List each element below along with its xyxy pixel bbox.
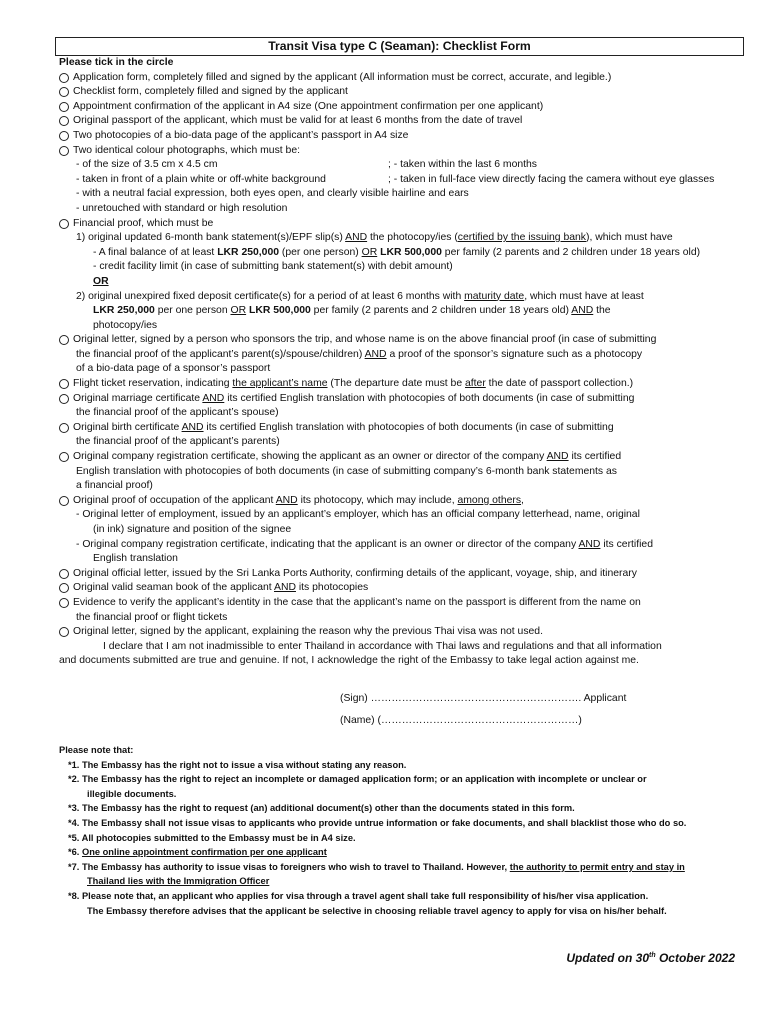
declaration: I declare that I am not inadmissible to enter Thailand in accordance with Thai laws and regulations and that all information — [103, 640, 662, 652]
financial-option-1-detail: - A final balance of at least LKR 250,000 (per one person) OR LKR 500,000 per family (2 parents and 2 children under 18 years old) — [93, 246, 701, 258]
checklist-item-photographs: Two identical colour photographs, which must be: — [59, 144, 745, 159]
checkbox-circle[interactable] — [59, 335, 69, 345]
note-item-continuation: illegible documents. — [87, 788, 177, 799]
checklist-item-company-registration: Original company registration certificate, showing the applicant as an owner or director of the company AND its certified — [59, 450, 745, 465]
checkbox-circle[interactable] — [59, 146, 69, 156]
note-item: *6. One online appointment confirmation per one applicant — [68, 847, 327, 858]
checklist-item-checklist-form: Checklist form, completely filled and signed by the applicant — [59, 85, 745, 100]
checklist-item-unused-visa-letter: Original letter, signed by the applicant, explaining the reason why the previous Thai visa was not used. — [59, 625, 745, 640]
checklist-item-seaman-book: Original valid seaman book of the applicant AND its photocopies — [59, 581, 745, 596]
checklist-item-occupation-proof: Original proof of occupation of the applicant AND its photocopy, which may include, among others, — [59, 494, 745, 509]
checkbox-circle[interactable] — [59, 394, 69, 404]
checkbox-circle[interactable] — [59, 87, 69, 97]
notes-heading: Please note that: — [59, 745, 134, 755]
checkbox-circle[interactable] — [59, 116, 69, 126]
sign-line[interactable]: (Sign) ……………………………………………………. Applicant — [340, 693, 627, 704]
note-item: *1. The Embassy has the right not to issue a visa without stating any reason. — [68, 759, 407, 770]
checklist-item-financial-proof: Financial proof, which must be — [59, 217, 745, 232]
financial-option-2-detail: photocopy/ies — [93, 319, 158, 331]
checkbox-circle[interactable] — [59, 219, 69, 229]
checklist-item-identity-evidence: Evidence to verify the applicant’s identity in the case that the applicant’s name on the passport is different from the name on — [59, 596, 745, 611]
note-item: *2. The Embassy has the right to reject an incomplete or damaged application form; or an application with incomplete or unclear or — [68, 774, 647, 785]
note-item: *5. All photocopies submitted to the Embassy must be in A4 size. — [68, 832, 356, 843]
checklist-item-marriage-cert: Original marriage certificate AND its certified English translation with photocopies of both documents (in case of submitting — [59, 392, 745, 407]
financial-option-2: 2) original unexpired fixed deposit certificate(s) for a period of at least 6 months with maturity date, which must have at least — [76, 290, 644, 302]
checkbox-circle[interactable] — [59, 496, 69, 506]
occupation-option: - Original letter of employment, issued by an applicant’s employer, which has an official company letterhead, name, original — [76, 509, 640, 521]
continuation: the financial proof or flight tickets — [76, 611, 228, 623]
note-item: *7. The Embassy has authority to issue visas to foreigners who wish to travel to Thailand. However, the authority to permit entry and stay in — [68, 861, 685, 872]
form-title: Transit Visa type C (Seaman): Checklist Form — [55, 37, 744, 56]
checkbox-circle[interactable] — [59, 423, 69, 433]
note-item: *4. The Embassy shall not issue visas to applicants who provide untrue information or fake documents, and shall blacklist those who do so. — [68, 817, 687, 828]
photo-requirement: - unretouched with standard or high resolution — [76, 202, 288, 214]
updated-date: Updated on 30th October 2022 — [566, 951, 735, 965]
checklist-item-flight-ticket: Flight ticket reservation, indicating the applicant’s name (The departure date must be after the date of passport collection.) — [59, 377, 745, 392]
checkbox-circle[interactable] — [59, 102, 69, 112]
note-item-continuation: Thailand lies with the Immigration Officer — [87, 876, 270, 887]
checkbox-circle[interactable] — [59, 627, 69, 637]
note-item: *3. The Embassy has the right to request (an) additional document(s) other than the documents stated in this form. — [68, 803, 575, 814]
continuation: of a bio-data page of a sponsor’s passport — [76, 363, 271, 375]
continuation: English translation with photocopies of both documents (in case of submitting company’s 6-month bank statements as — [76, 465, 617, 477]
financial-option-1-detail: - credit facility limit (in case of submitting bank statement(s) with debit amount) — [93, 261, 453, 273]
continuation: a financial proof) — [76, 480, 153, 492]
continuation: the financial proof of the applicant’s parent(s)/spouse/children) AND a proof of the sponsor’s signature such as a photocopy — [76, 348, 643, 360]
checkbox-circle[interactable] — [59, 379, 69, 389]
continuation: English translation — [93, 553, 178, 565]
checklist-item-appointment: Appointment confirmation of the applicant in A4 size (One appointment confirmation per one applicant) — [59, 100, 745, 115]
photo-requirement: - of the size of 3.5 cm x 4.5 cm ; - taken within the last 6 months — [76, 159, 538, 171]
note-item: *8. Please note that, an applicant who applies for visa through a travel agent shall take full responsibility of his/her visa application. — [68, 890, 649, 901]
checklist-item-sponsor-letter: Original letter, signed by a person who sponsors the trip, and whose name is on the above financial proof (in case of submitting — [59, 333, 745, 348]
occupation-option: - Original company registration certificate, indicating that the applicant is an owner or director of the company AND its certified — [76, 538, 653, 550]
checkbox-circle[interactable] — [59, 452, 69, 462]
instruction: Please tick in the circle — [59, 57, 174, 68]
checkbox-circle[interactable] — [59, 583, 69, 593]
note-item-continuation: The Embassy therefore advises that the applicant be selective in choosing reliable travel agency to apply for visa on his/her behalf. — [87, 905, 667, 916]
photo-requirement: - taken in front of a plain white or off-white background ; - taken in full-face view directly facing the camera without eye glasses — [76, 173, 715, 185]
checkbox-circle[interactable] — [59, 598, 69, 608]
checklist — [59, 56, 745, 669]
continuation: the financial proof of the applicant’s parents) — [76, 436, 280, 448]
financial-option-2-detail: LKR 250,000 per one person OR LKR 500,000 per family (2 parents and 2 children under 18 years old) AND the — [93, 305, 611, 317]
checkbox-circle[interactable] — [59, 569, 69, 579]
name-line[interactable]: (Name) (…………………………………………………) — [340, 715, 582, 726]
checklist-item-birth-cert: Original birth certificate AND its certified English translation with photocopies of both documents (in case of submitting — [59, 421, 745, 436]
checklist-item-ports-authority-letter: Original official letter, issued by the Sri Lanka Ports Authority, confirming details of the applicant, voyage, ship, and itinerary — [59, 567, 745, 582]
continuation: the financial proof of the applicant’s spouse) — [76, 407, 279, 419]
checklist-item-application-form: Application form, completely filled and signed by the applicant (All information must be correct, accurate, and legible.) — [59, 71, 745, 86]
checklist-item-passport: Original passport of the applicant, which must be valid for at least 6 months from the date of travel — [59, 114, 745, 129]
checkbox-circle[interactable] — [59, 131, 69, 141]
financial-option-1: 1) original updated 6-month bank statement(s)/EPF slip(s) AND the photocopy/ies (certified by the issuing bank), which must have — [76, 232, 673, 244]
notes-section — [59, 743, 749, 918]
continuation: (in ink) signature and position of the signee — [93, 524, 292, 535]
checklist-item-biodata-copies: Two photocopies of a bio-data page of the applicant’s passport in A4 size — [59, 129, 745, 144]
photo-requirement: - with a neutral facial expression, both eyes open, and clearly visible hairline and ears — [76, 188, 469, 200]
checkbox-circle[interactable] — [59, 73, 69, 83]
or-separator: OR — [93, 275, 109, 287]
declaration: and documents submitted are true and genuine. If not, I acknowledge the right of the Embassy to take legal action against me. — [59, 655, 639, 667]
